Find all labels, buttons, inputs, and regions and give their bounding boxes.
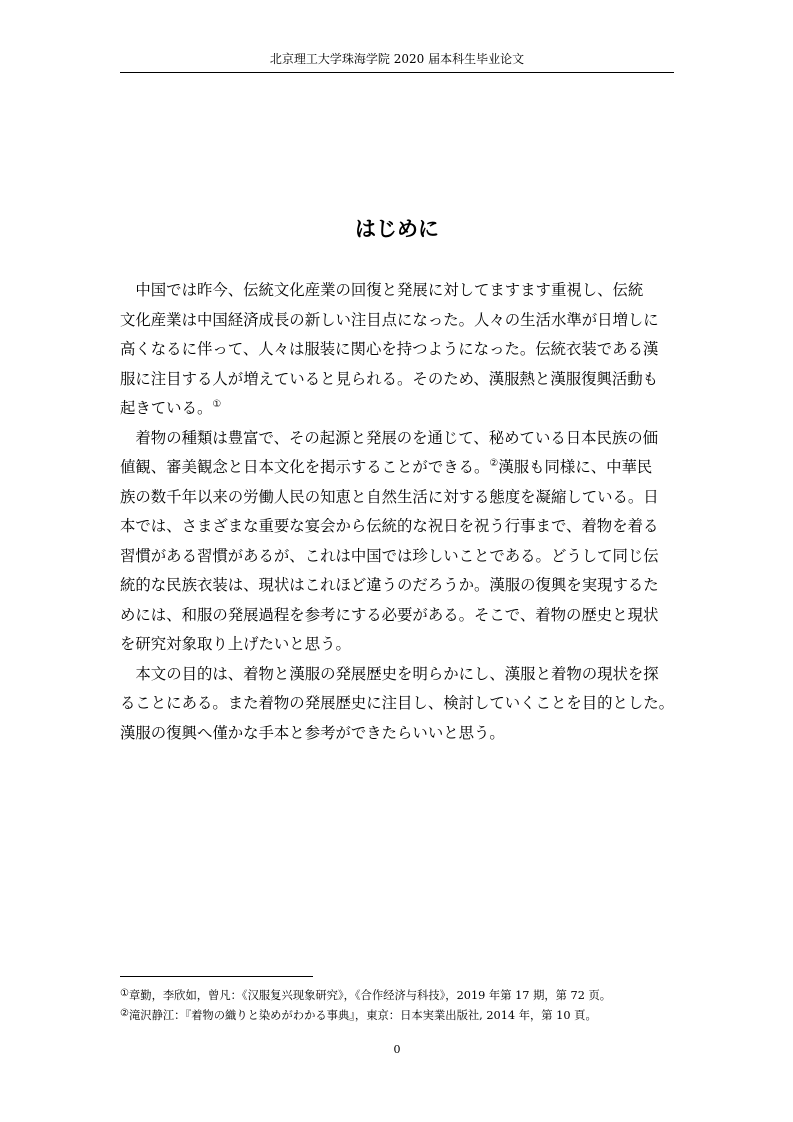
text-line (120, 453, 674, 483)
text-line: 文化産業は中国経済成長の新しい注目点になった。人々の生活水準が日増しに (120, 310, 659, 329)
running-header: 北京理工大学珠海学院 2020 届本科生毕业论文 (269, 52, 525, 66)
footnote-text: 章勤，李欣如，曾凡：《汉服复兴现象研究》，《合作经济与科技》，2019 年第 17 期，第 72 页。 (128, 989, 612, 1002)
text-line (120, 424, 674, 454)
footnotes (120, 986, 674, 1026)
footnote-marker-1[interactable]: ① (212, 399, 222, 410)
footnote-2 (120, 1006, 674, 1026)
text-line: 習慣がある習慣があるが、これは中国では珍しいことである。どうして同じ伝 (120, 546, 659, 565)
page-number: 0 (393, 1043, 401, 1056)
paragraph-3 (120, 660, 674, 749)
text-line: 高くなるに伴って、人々は服装に関心を持つようになった。伝統衣装である漢 (120, 340, 659, 358)
text-line-content: 着物の種類は豊富で、その起源と発展のを通じて、秘めている日本民族の価 (135, 428, 659, 447)
footnote-number: ② (120, 1008, 129, 1019)
footnote-1 (120, 986, 674, 1006)
footnote-text: 滝沢静江：『着物の織りと染めがわかる事典』，東京：日本実業出版社, 2014 年，第 10 頁。 (128, 1009, 597, 1022)
text-line: 統的な民族衣装は、現状はこれほど違うのだろうか。漢服の復興を実現するた (120, 576, 659, 594)
text-line: ることにある。また着物の発展歴史に注目し、検討していくことを目的とした。 (120, 694, 675, 712)
text-line: 族の数千年以来の労働人民の知恵と自然生活に対する態度を凝縮している。日 (120, 487, 659, 506)
footnote-rule (120, 976, 313, 977)
text-line: 服に注目する人が増えていると見られる。そのため、漢服熱と漢服復興活動も (120, 369, 659, 388)
body-text (120, 276, 674, 748)
text-line-content: 漢服も同様に、中華民 (498, 458, 653, 476)
text-line: 漢服の復興へ僅かな手本と参考ができたらいいと思う。 (120, 723, 505, 742)
section-title: はじめに (355, 217, 439, 241)
header-rule (120, 72, 674, 73)
text-line: を研究対象取り上げたいと思う。 (120, 635, 351, 653)
text-line-content: 値観、審美観念と日本文化を掲示することができる。 (120, 458, 490, 476)
text-line: 中国では昨今、伝統文化産業の回復と発展に対してますます重視し、伝統 (120, 281, 644, 299)
footnote-number: ① (120, 988, 129, 999)
text-line-content: 起きている。 (120, 399, 213, 417)
footnote-marker-2[interactable]: ② (489, 458, 499, 469)
text-line: 本では、さまざまな重要な宴会から伝統的な祝日を祝う行事まで、着物を着る (120, 517, 659, 535)
paragraph-2 (120, 424, 674, 660)
text-line (120, 394, 674, 424)
paragraph-1 (120, 276, 674, 424)
text-line: めには、和服の発展過程を参考にする必要がある。そこで、着物の歴史と現状 (120, 605, 659, 624)
text-line-content: 本文の目的は、着物と漢服の発展歴史を明らかにし、漢服と着物の現状を探 (135, 664, 659, 683)
text-line (120, 660, 674, 690)
